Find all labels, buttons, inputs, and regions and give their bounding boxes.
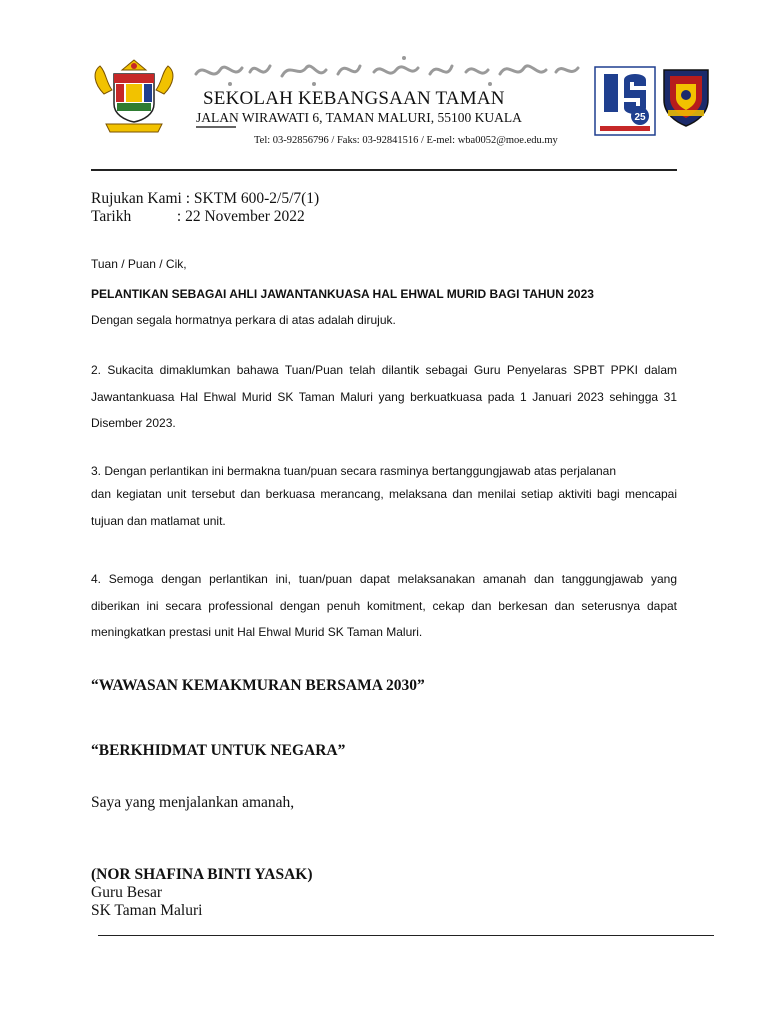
paragraph-2: 2. Sukacita dimaklumkan bahawa Tuan/Puan telah dilantik sebagai Guru Penyelaras SPBT PPKI dalam Jawantankuasa Hal Ehwal Murid SK Taman Maluri yang berkuatkuasa pada 1 Januari 2023 sehingga 31 Disember 2023. bbox=[91, 363, 677, 430]
paragraph-3-line-2: dan kegiatan unit tersebut dan berkuasa merancang, melaksana dan menilai setiap aktiviti bagi mencapai tujuan dan matlamat unit. bbox=[91, 487, 677, 528]
school-shield-icon bbox=[662, 66, 710, 128]
salutation: Tuan / Puan / Cik, bbox=[91, 257, 187, 271]
letter-subject: PELANTIKAN SEBAGAI AHLI JAWANTANKUASA HAL EHWAL MURID BAGI TAHUN 2023 bbox=[91, 287, 594, 301]
intro-paragraph: Dengan segala hormatnya perkara di atas adalah dirujuk. bbox=[91, 313, 396, 327]
reference-row bbox=[91, 190, 319, 208]
ppki-25-logo-icon bbox=[594, 66, 656, 136]
date-colon: : bbox=[176, 208, 186, 225]
malaysia-coat-of-arms-icon bbox=[86, 56, 182, 136]
reference-label: Rujukan Kami bbox=[91, 190, 182, 207]
reference-value: SKTM 600-2/5/7(1) bbox=[193, 190, 320, 207]
paragraph-4: 4. Semoga dengan perlantikan ini, tuan/puan dapat melaksanakan amanah dan tanggungjawab yang diberikan ini secara professional dengan penuh komitment, cekap dan berkesan dan seterusnya dapat meningkatkan prestasi unit Hal Ehwal Murid SK Taman Maluri. bbox=[91, 572, 677, 639]
school-address: JALAN WIRAWATI 6, TAMAN MALURI, 55100 KUALA bbox=[196, 110, 522, 125]
signatory-title: Guru Besar bbox=[91, 884, 163, 901]
school-name: SEKOLAH KEBANGSAAN TAMAN bbox=[203, 88, 505, 109]
paragraph-3 bbox=[91, 462, 677, 534]
date-row bbox=[91, 208, 305, 226]
signatory-school: SK Taman Maluri bbox=[91, 902, 203, 919]
paragraph-3-line-1: 3. Dengan perlantikan ini bermakna tuan/puan secara rasminya bertanggungjawab atas perjalanan bbox=[91, 464, 617, 478]
address-overflow-fragment bbox=[196, 126, 236, 132]
date-value: 22 November 2022 bbox=[185, 208, 305, 225]
slogan-berkhidmat: “BERKHIDMAT UNTUK NEGARA” bbox=[91, 742, 346, 759]
signatory-name: (NOR SHAFINA BINTI YASAK) bbox=[91, 866, 313, 883]
contact-line: Tel: 03-92856796 / Faks: 03-92841516 / E-mel: wba0052@moe.edu.my bbox=[254, 135, 558, 146]
footer-divider bbox=[98, 935, 714, 936]
reference-colon: : bbox=[185, 190, 194, 207]
header-divider bbox=[91, 169, 677, 171]
ppki-logo-number: 25 bbox=[634, 112, 646, 123]
jawi-school-name-graphic bbox=[190, 52, 582, 88]
slogan-wawasan: “WAWASAN KEMAKMURAN BERSAMA 2030” bbox=[91, 677, 425, 694]
date-label: Tarikh bbox=[91, 208, 132, 225]
closing-line: Saya yang menjalankan amanah, bbox=[91, 794, 295, 811]
